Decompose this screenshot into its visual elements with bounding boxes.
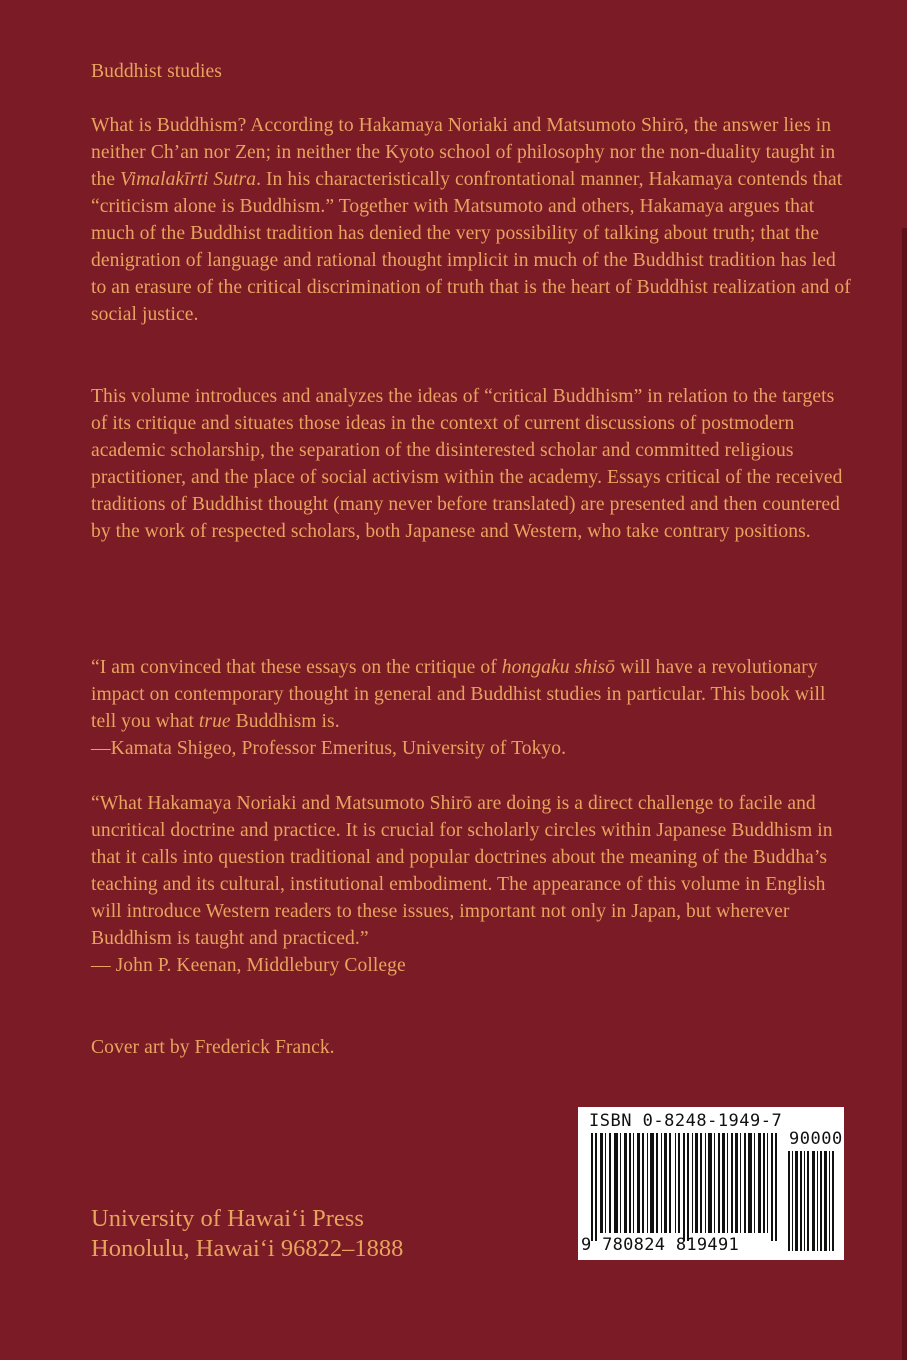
quote1-text-middle: will have a revolutionary impact on contemporary thought in general and Buddhist studies in particular. This book will tell you what — [91, 657, 826, 732]
publisher-address: Honolulu, Hawai‘i 96822–1888 — [91, 1235, 404, 1262]
ean-barcode-bars — [591, 1133, 781, 1241]
quote1-emphasis: true — [198, 711, 231, 732]
category-label: Buddhist studies — [91, 61, 222, 82]
publisher-block — [91, 1204, 403, 1264]
endorsement-quote-2 — [91, 790, 851, 979]
price-code: 90000 — [789, 1129, 843, 1149]
quote1-term: hongaku shisō — [501, 657, 616, 678]
cover-art-credit: Cover art by Frederick Franck. — [91, 1037, 335, 1058]
p2-text: This volume introduces and analyzes the ideas of “critical Buddhism” in relation to the targets of its critique and situates those ideas in the context of current discussions of postmodern academic scholarship, the separation of the disinterested scholar and committed religious practitioner, and the place of social activism within the academy. Essays critical of the received traditions of Buddhist thought (many never before translated) are presented and then countered by the work of respected scholars, both Japanese and Western, who take contrary positions. — [91, 386, 843, 542]
description-paragraph-2 — [91, 383, 851, 545]
quote2-attribution: — John P. Keenan, Middlebury College — [91, 955, 406, 976]
publisher-name: University of Hawai‘i Press — [91, 1205, 364, 1232]
quote1-attribution: —Kamata Shigeo, Professor Emeritus, University of Tokyo. — [91, 738, 567, 759]
page-edge-shadow — [902, 228, 907, 1360]
quote1-text-end: Buddhism is. — [230, 711, 340, 732]
quote1-text-start: “I am convinced that these essays on the critique of — [91, 657, 502, 678]
endorsement-quote-1 — [91, 654, 851, 762]
p1-text-end: . In his characteristically confrontational manner, Hakamaya contends that “criticism alone is Buddhism.” Together with Matsumoto and others, Hakamaya argues that much of the Buddhist tradition has denied the very possibility of talking about truth; that the denigration of language and rational thought implicit in much of the Buddhist tradition has led to an erasure of the critical discrimination of truth that is the heart of Buddhist realization and of social justice. — [91, 169, 851, 325]
ean-digits: 9 780824 819491 — [581, 1235, 740, 1255]
price-addon-bars — [788, 1151, 838, 1251]
description-paragraph-1 — [91, 112, 851, 328]
isbn-barcode — [578, 1107, 844, 1260]
quote2-text: “What Hakamaya Noriaki and Matsumoto Shirō are doing is a direct challenge to facile and uncritical doctrine and practice. It is crucial for scholarly circles within Japanese Buddhism in that it calls into question traditional and popular doctrines about the meaning of the Buddha’s teaching and its cultural, institutional embodiment. The appearance of this volume in English will introduce Western readers to these issues, important not only in Japan, but wherever Buddhism is taught and practiced.” — [91, 793, 833, 949]
sutra-title: Vimalakīrti Sutra — [120, 169, 257, 190]
p1-text-start: What is Buddhism? According to Hakamaya Noriaki and Matsumoto Shirō, the answer lies in neither Ch’an nor Zen; in neither the Kyoto school of philosophy nor the non-duality taught in the — [91, 115, 836, 190]
isbn-label: ISBN 0-8248-1949-7 — [589, 1111, 783, 1131]
